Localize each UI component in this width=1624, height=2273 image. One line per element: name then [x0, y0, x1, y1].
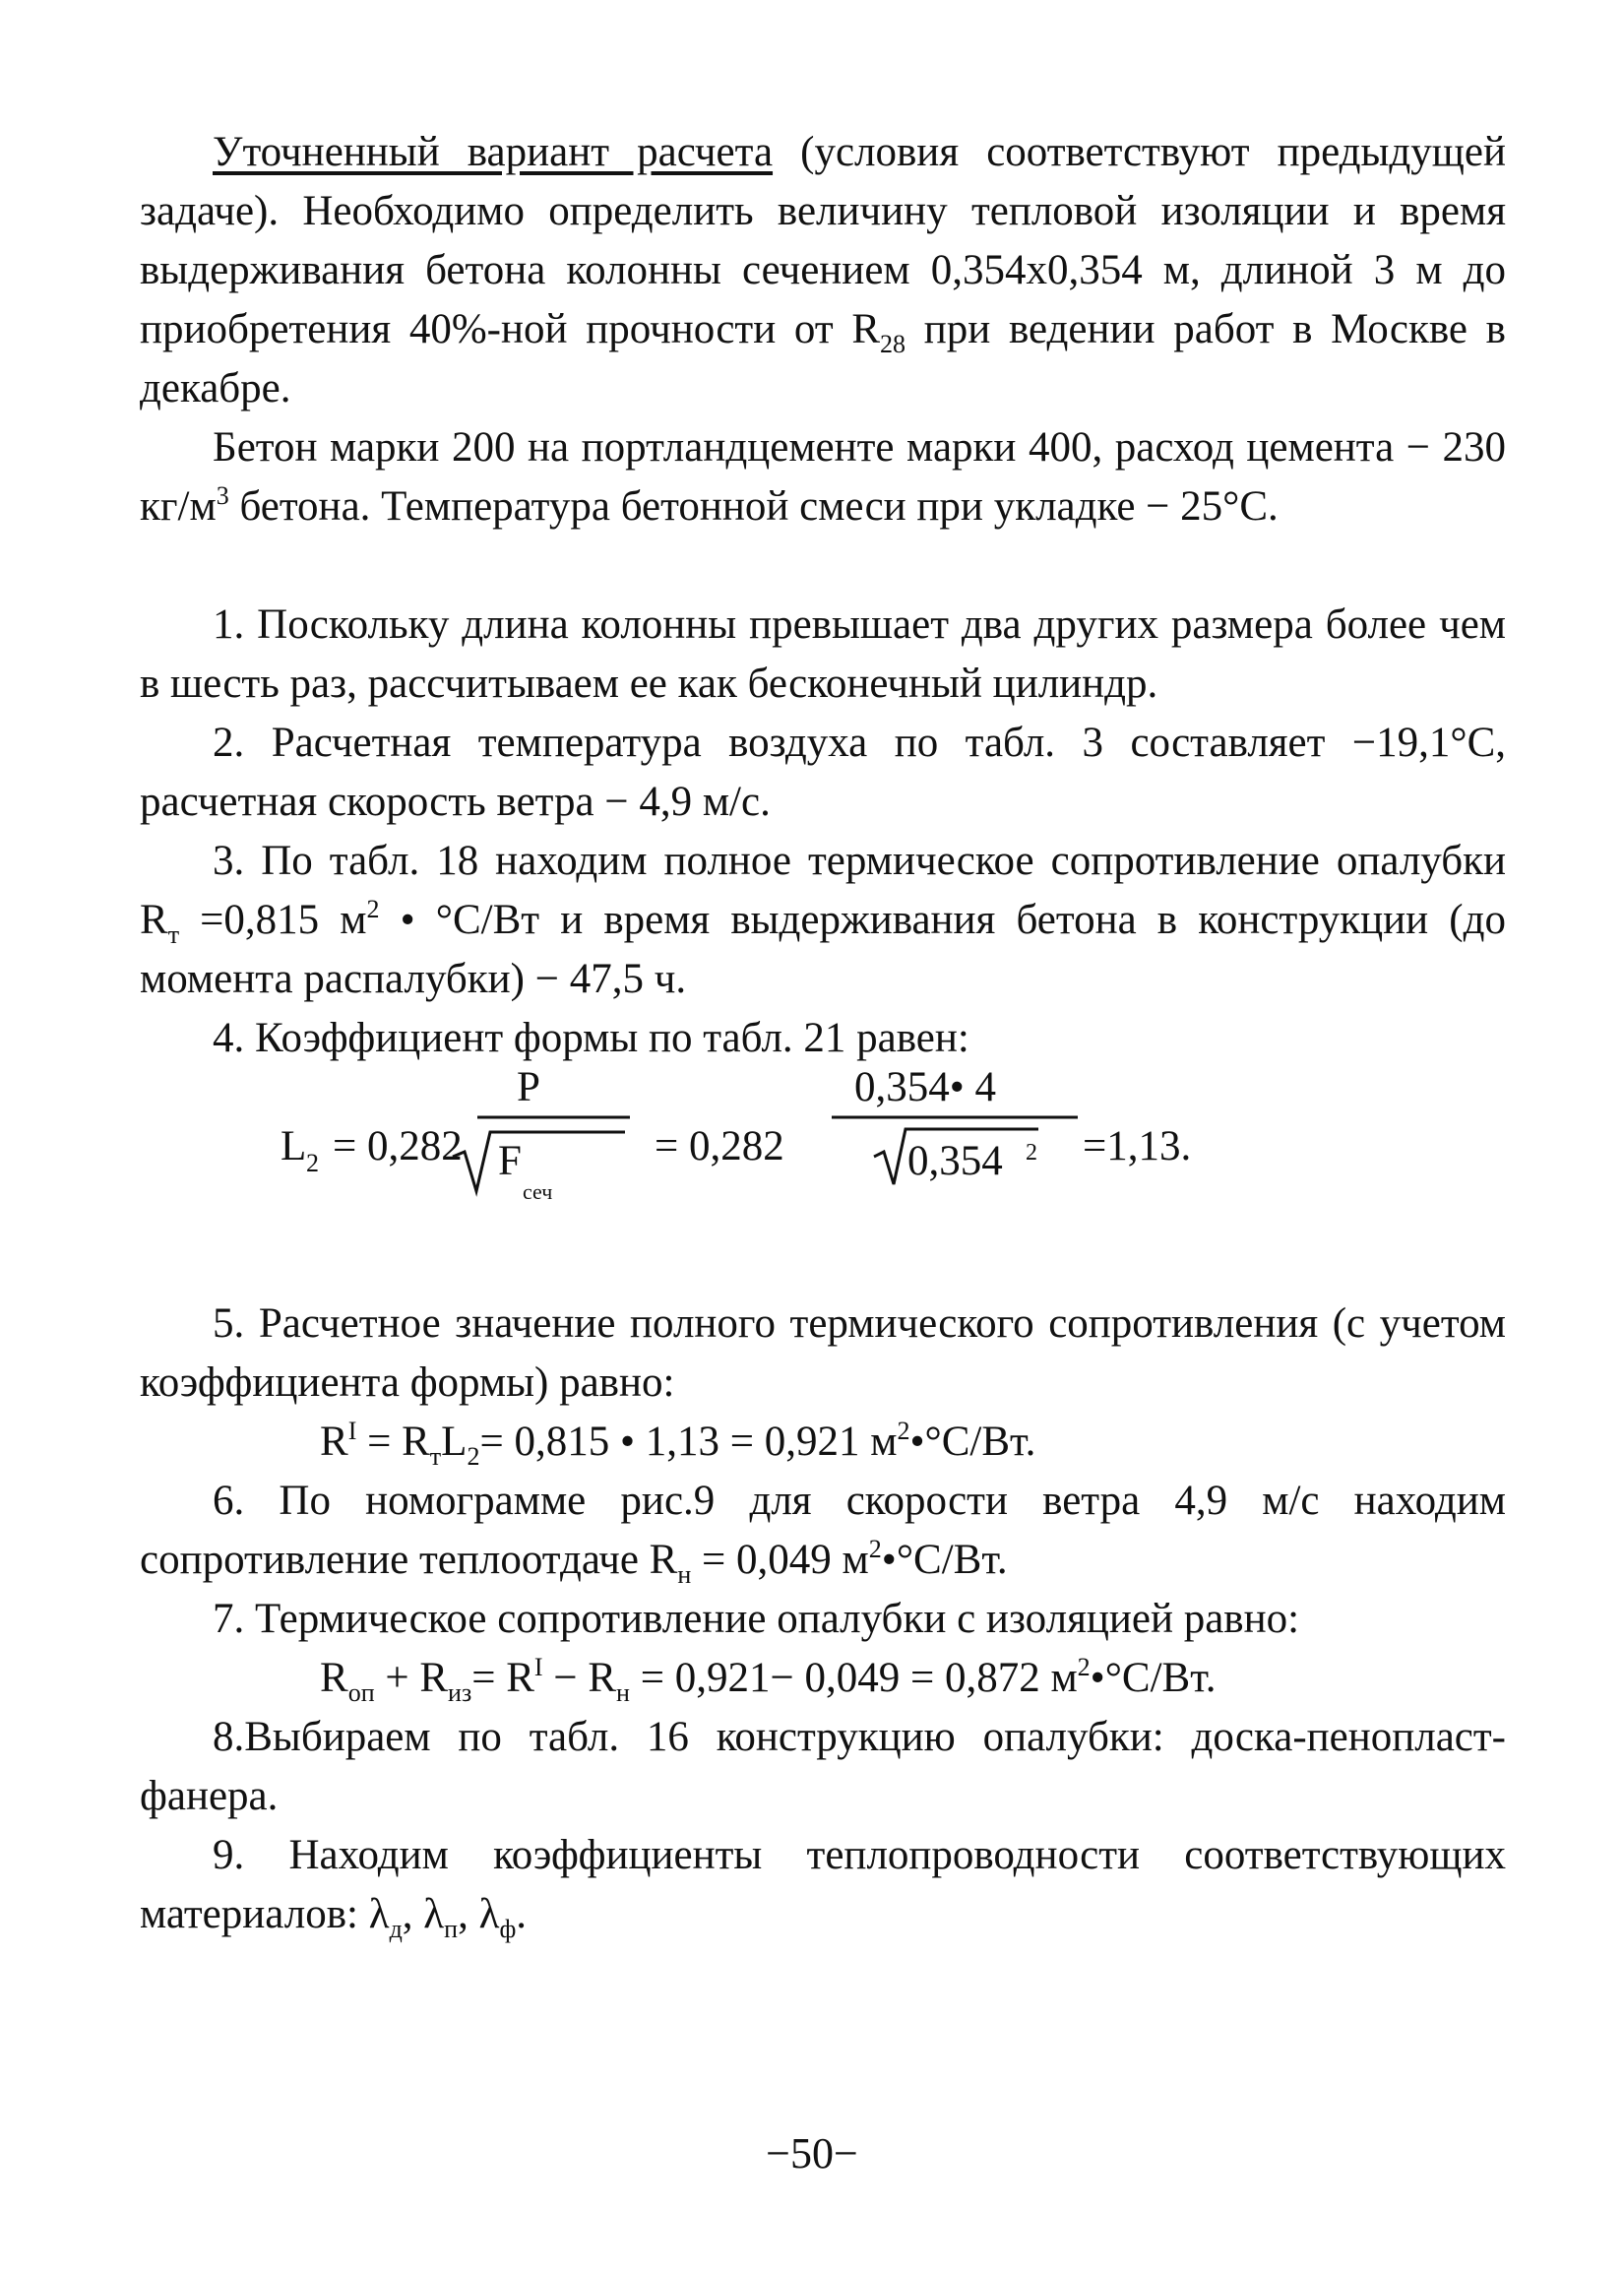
- intro-paragraph: Уточненный вариант расчета (условия соответствуют предыдущей задаче). Необходимо определить величину тепловой изоляции и время выдерживания бетона колонны сечением 0,354x0,354 м, длиной 3 м до приобретения 40%-ной прочности от $R_{28}$ при ведении работ в Москве в декабре.: [140, 129, 1506, 411]
- page-number: −50−: [766, 2129, 858, 2178]
- formula-numerator-2: 0,354• 4: [854, 1064, 997, 1110]
- formula-denominator-1-subscript: сеч: [523, 1179, 553, 1204]
- item-3: 3. По табл. 18 находим полное термическое сопротивление опалубки $R_т =0,815$ $м^2$ • °С/Вт и время выдерживания бетона в конструкции (до момента распалубки) − 47,5 ч.: [140, 838, 1506, 1002]
- formula-denominator-2: 0,354: [907, 1138, 1003, 1184]
- formula-lhs-subscript: 2: [306, 1149, 319, 1177]
- concrete-paragraph: Бетон марки 200 на портландцементе марки 400, расход цемента − 230 $кг/м^3$ бетона. Температура бетонной смеси при укладке − 25°С.: [140, 424, 1506, 530]
- formula-result: =1,13.: [1083, 1123, 1192, 1169]
- formula-coefficient-2: = 0,282: [655, 1123, 784, 1169]
- item-5: 5. Расчетное значение полного термического сопротивления (с учетом коэффициента формы) равно:: [140, 1300, 1506, 1406]
- item-1: 1. Поскольку длина колонны превышает два других размера более чем в шесть раз, рассчитываем ее как бесконечный цилиндр.: [140, 601, 1506, 707]
- formula-lhs: L: [281, 1123, 307, 1169]
- item-2: 2. Расчетная температура воздуха по табл. 3 составляет −19,1°С, расчетная скорость ветра − 4,9 м/с.: [140, 720, 1506, 825]
- formula-numerator-1: P: [517, 1064, 540, 1110]
- item-6: 6. По номограмме рис.9 для скорости ветра 4,9 м/с находим сопротивление теплоотдаче $R_н = 0,049$ $м^2•^\circ С/Вт$.: [140, 1478, 1506, 1589]
- item-8: 8.Выбираем по табл. 16 конструкцию опалубки: доска-пенопласт-фанера.: [140, 1714, 1506, 1819]
- item-7: 7. Термическое сопротивление опалубки с изоляцией равно:: [213, 1596, 1300, 1642]
- formula-denominator-1: F: [498, 1138, 522, 1184]
- intro-heading: Уточненный вариант расчета: [213, 129, 774, 175]
- item-9: 9. Находим коэффициенты теплопроводности соответствующих материалов: $\lambda_д$, $\lambda_п$, $\lambda_ф$.: [140, 1832, 1506, 1943]
- formula-coefficient-1: = 0,282: [333, 1123, 463, 1169]
- item-7-formula: $R_{оп} + R_{из}= R^I - R_н = 0,921- 0,049 = 0,872$ $м^2•^\circ С/Вт$.: [320, 1653, 1217, 1707]
- item-5-formula: $R^I = R_тL_2= 0,815$ • 1,13 = 0,921 $м^2•^\circ С/Вт$.: [320, 1417, 1036, 1471]
- item-4: 4. Коэффициент формы по табл. 21 равен:: [213, 1015, 969, 1061]
- formula-denominator-2-superscript: 2: [1026, 1140, 1037, 1166]
